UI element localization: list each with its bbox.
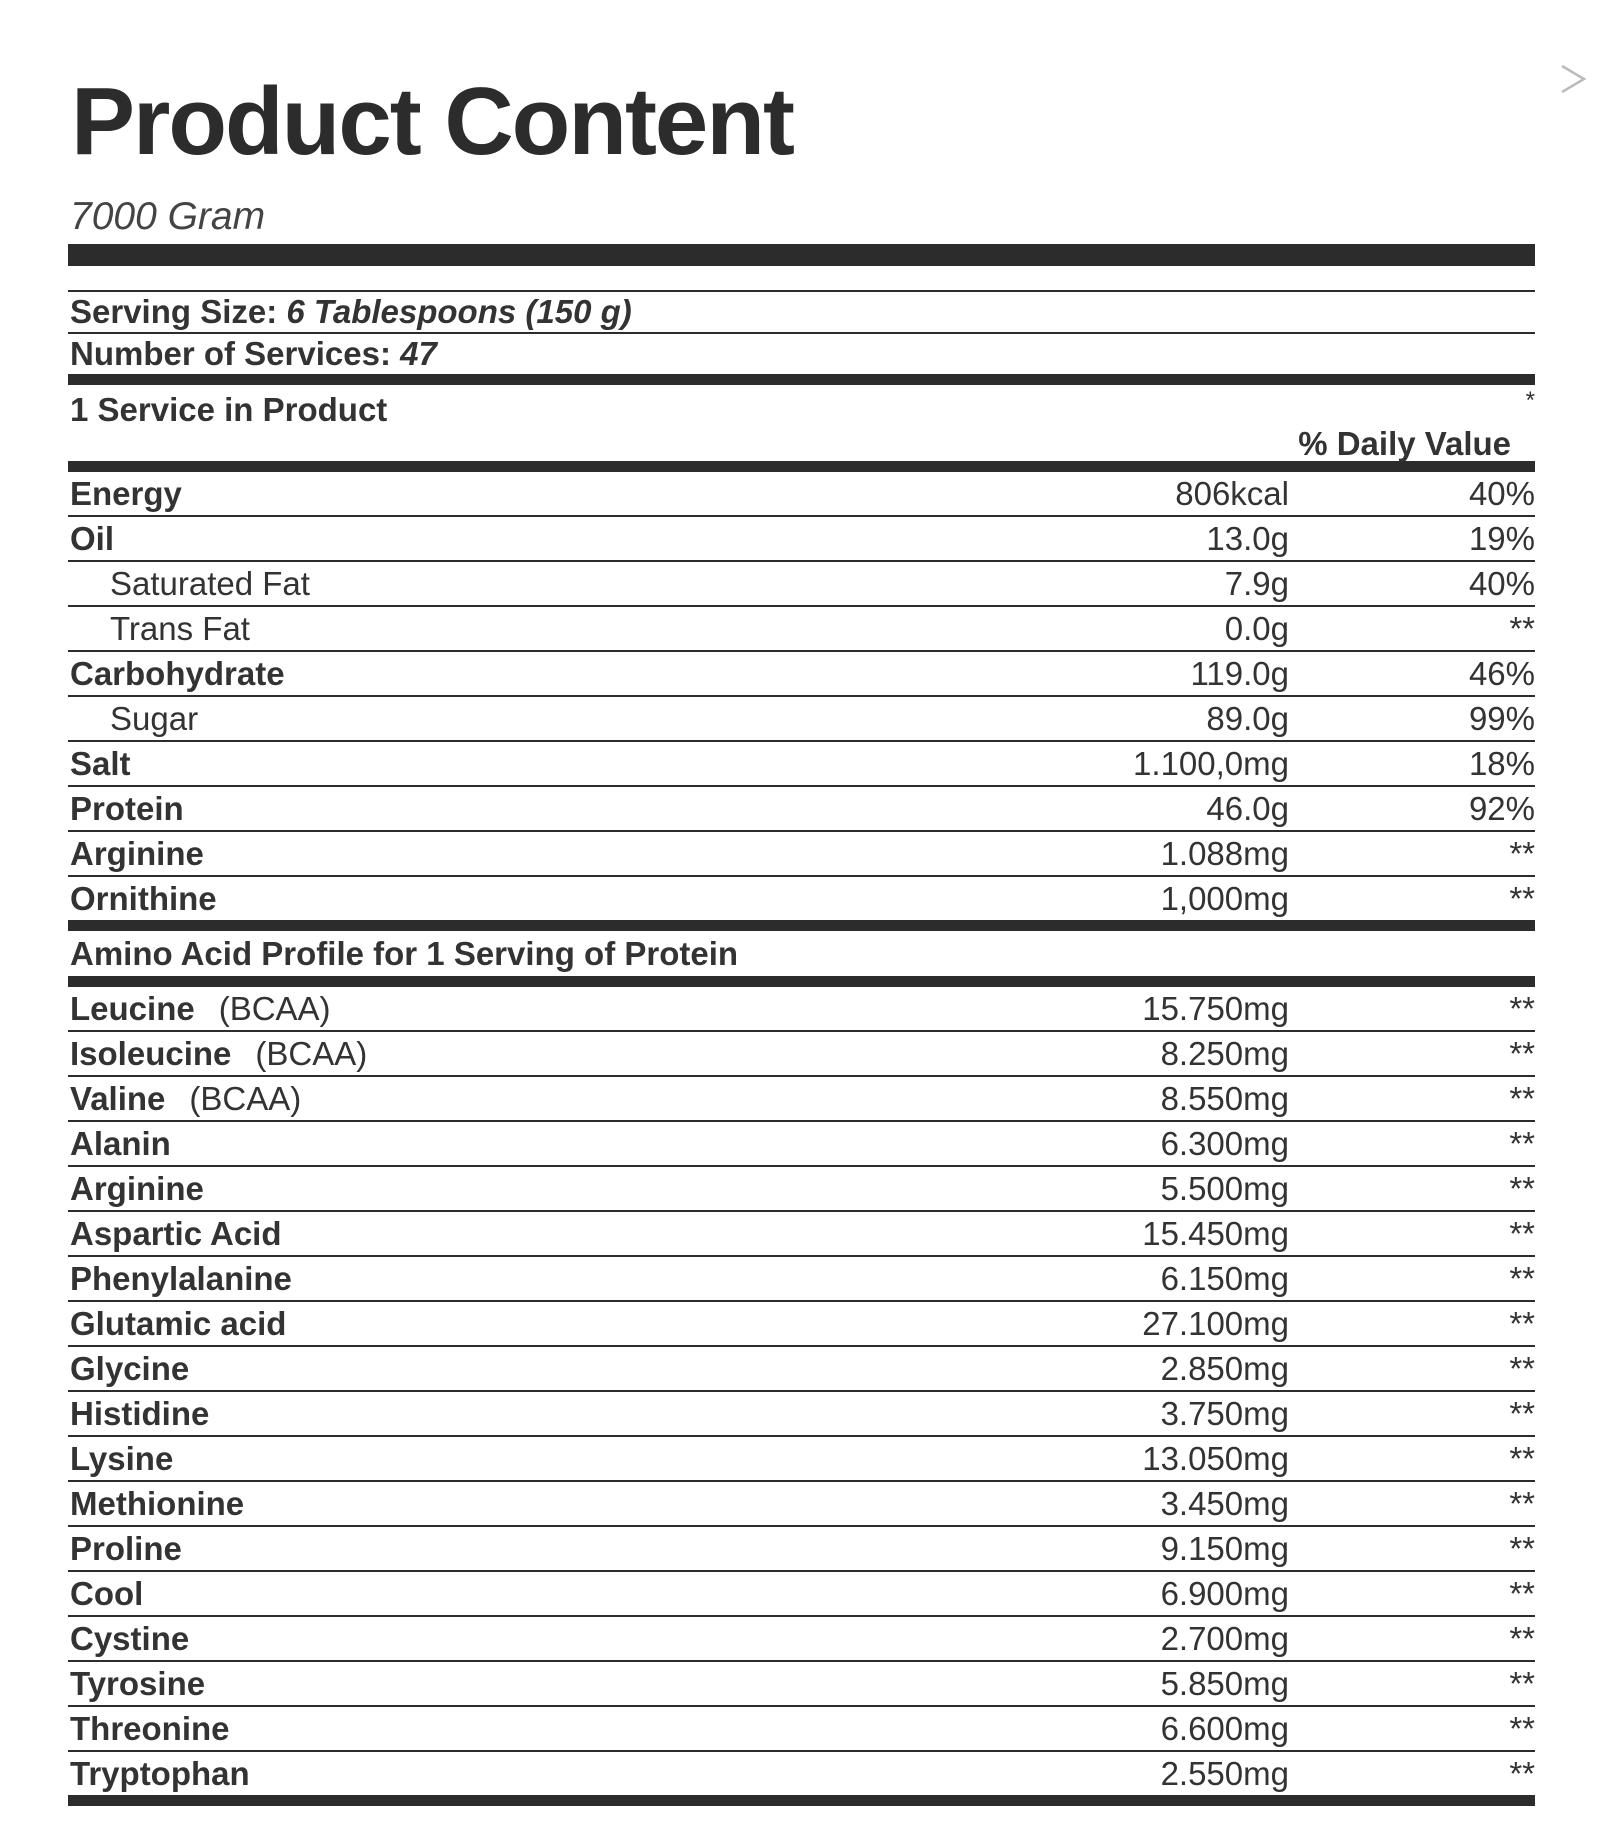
per-serving-header: 1 Service in Product [70,391,388,428]
divider-thick [68,244,1535,266]
row-name: Phenylalanine [70,1260,292,1297]
row-daily-value: ** [1509,610,1535,647]
divider-medium [68,1795,1535,1806]
row-daily-value: ** [1509,1395,1535,1432]
row-daily-value: ** [1509,1350,1535,1387]
row-daily-value: ** [1509,1305,1535,1342]
row-name: Energy [70,475,182,512]
serving-size-value: 6 Tablespoons (150 g) [286,293,632,330]
row-amount: 46.0g [1206,790,1289,827]
table-row [68,1482,1535,1527]
row-name: Sugar [110,700,199,737]
row-amount: 15.750mg [1142,990,1289,1027]
row-amount: 1.100,0mg [1133,745,1289,782]
table-row [68,1122,1535,1167]
row-amount: 8.250mg [1160,1035,1289,1072]
row-name: Valine (BCAA) [70,1080,302,1117]
bcaa-tag: (BCAA) [255,1035,368,1072]
table-row [68,877,1535,920]
servings-value: 47 [400,335,437,372]
row-amount: 6.600mg [1160,1710,1289,1747]
table-row [68,697,1535,742]
table-row [68,1257,1535,1302]
row-daily-value: 99% [1468,700,1535,737]
row-amount: 5.850mg [1160,1665,1289,1702]
row-amount: 13.0g [1206,520,1289,557]
row-daily-value: ** [1509,1710,1535,1747]
row-name: Arginine [70,835,204,872]
table-row [68,607,1535,652]
daily-value-label: % Daily Value [1298,425,1511,462]
table-row [68,1437,1535,1482]
row-name: Tryptophan [70,1755,250,1792]
row-name: Cool [70,1575,144,1612]
nutrient-table [68,472,1535,920]
table-row [68,987,1535,1032]
page-title: Product Content [71,68,793,175]
row-daily-value: 40% [1468,565,1535,602]
chevron-right-icon[interactable] [1556,62,1590,96]
row-name: Proline [70,1530,182,1567]
row-amount: 806kcal [1175,475,1289,512]
row-name: Carbohydrate [70,655,285,692]
row-name: Isoleucine (BCAA) [70,1035,368,1072]
row-name: Aspartic Acid [70,1215,282,1252]
divider-medium [68,374,1535,385]
table-row [68,1392,1535,1437]
table-row [68,1752,1535,1795]
serving-size-row [68,292,1535,334]
row-daily-value: 18% [1468,745,1535,782]
row-daily-value: ** [1509,1035,1535,1072]
row-name: Oil [70,520,115,557]
row-name: Ornithine [70,880,217,917]
divider-medium [68,976,1535,987]
row-name: Histidine [70,1395,210,1432]
row-daily-value: 40% [1468,475,1535,512]
row-name: Glycine [70,1350,190,1387]
row-amount: 3.750mg [1160,1395,1289,1432]
table-row [68,742,1535,787]
row-daily-value: ** [1509,1080,1535,1117]
row-name: Leucine (BCAA) [70,990,331,1027]
row-name: Tyrosine [70,1665,206,1702]
row-name: Salt [70,745,131,782]
row-amount: 6.300mg [1160,1125,1289,1162]
servings-label: Number of Services: [70,335,391,372]
row-amount: 6.900mg [1160,1575,1289,1612]
table-row [68,1077,1535,1122]
row-amount: 2.850mg [1160,1350,1289,1387]
table-row [68,472,1535,517]
row-amount: 89.0g [1206,700,1289,737]
table-row [68,562,1535,607]
product-weight: 7000 Gram [70,195,266,238]
row-daily-value: ** [1509,1485,1535,1522]
row-amount: 15.450mg [1142,1215,1289,1252]
row-name: Protein [70,790,184,827]
table-row [68,1527,1535,1572]
row-amount: 119.0g [1190,655,1289,692]
row-daily-value: ** [1509,1665,1535,1702]
row-name: Threonine [70,1710,230,1747]
row-daily-value: ** [1509,1440,1535,1477]
table-row [68,652,1535,697]
row-amount: 8.550mg [1160,1080,1289,1117]
row-daily-value: ** [1509,1170,1535,1207]
row-amount: 9.150mg [1160,1530,1289,1567]
table-row [68,1167,1535,1212]
row-amount: 1,000mg [1160,880,1289,917]
row-name: Alanin [70,1125,171,1162]
divider-medium [68,920,1535,931]
row-daily-value: ** [1509,835,1535,872]
row-name: Saturated Fat [110,565,310,602]
row-amount: 6.150mg [1160,1260,1289,1297]
table-row [68,1347,1535,1392]
bcaa-tag: (BCAA) [218,990,331,1027]
row-amount: 2.700mg [1160,1620,1289,1657]
table-row [68,1212,1535,1257]
row-name: Trans Fat [110,610,250,647]
row-daily-value: 92% [1468,790,1535,827]
table-row [68,1707,1535,1752]
row-amount: 3.450mg [1160,1485,1289,1522]
row-daily-value: ** [1509,1260,1535,1297]
row-name: Lysine [70,1440,174,1477]
table-row [68,1617,1535,1662]
asterisk-note: * [1525,387,1535,414]
nutrition-label [68,60,1535,1806]
row-daily-value: 19% [1468,520,1535,557]
row-daily-value: ** [1509,1530,1535,1567]
row-amount: 0.0g [1224,610,1289,647]
table-row [68,832,1535,877]
amino-acid-header: Amino Acid Profile for 1 Serving of Protein [70,935,739,972]
serving-size-label: Serving Size: [70,293,278,330]
row-name: Cystine [70,1620,190,1657]
row-amount: 7.9g [1224,565,1289,602]
row-amount: 27.100mg [1142,1305,1289,1342]
row-daily-value: ** [1509,1620,1535,1657]
bcaa-tag: (BCAA) [189,1080,302,1117]
row-name: Methionine [70,1485,245,1522]
row-daily-value: ** [1509,1125,1535,1162]
table-row [68,1572,1535,1617]
table-row [68,1662,1535,1707]
row-daily-value: ** [1509,1575,1535,1612]
row-daily-value: ** [1509,990,1535,1027]
table-row [68,1302,1535,1347]
amino-acid-table [68,987,1535,1795]
row-name: Arginine [70,1170,204,1207]
row-daily-value: ** [1509,1215,1535,1252]
table-row [68,787,1535,832]
table-row [68,1032,1535,1077]
row-amount: 1.088mg [1160,835,1289,872]
row-daily-value: ** [1509,1755,1535,1792]
row-daily-value: 46% [1468,655,1535,692]
row-amount: 13.050mg [1142,1440,1289,1477]
daily-value-header [68,385,1535,461]
row-amount: 2.550mg [1160,1755,1289,1792]
table-row [68,517,1535,562]
row-name: Glutamic acid [70,1305,287,1342]
row-daily-value: ** [1509,880,1535,917]
servings-row [68,334,1535,374]
row-amount: 5.500mg [1160,1170,1289,1207]
